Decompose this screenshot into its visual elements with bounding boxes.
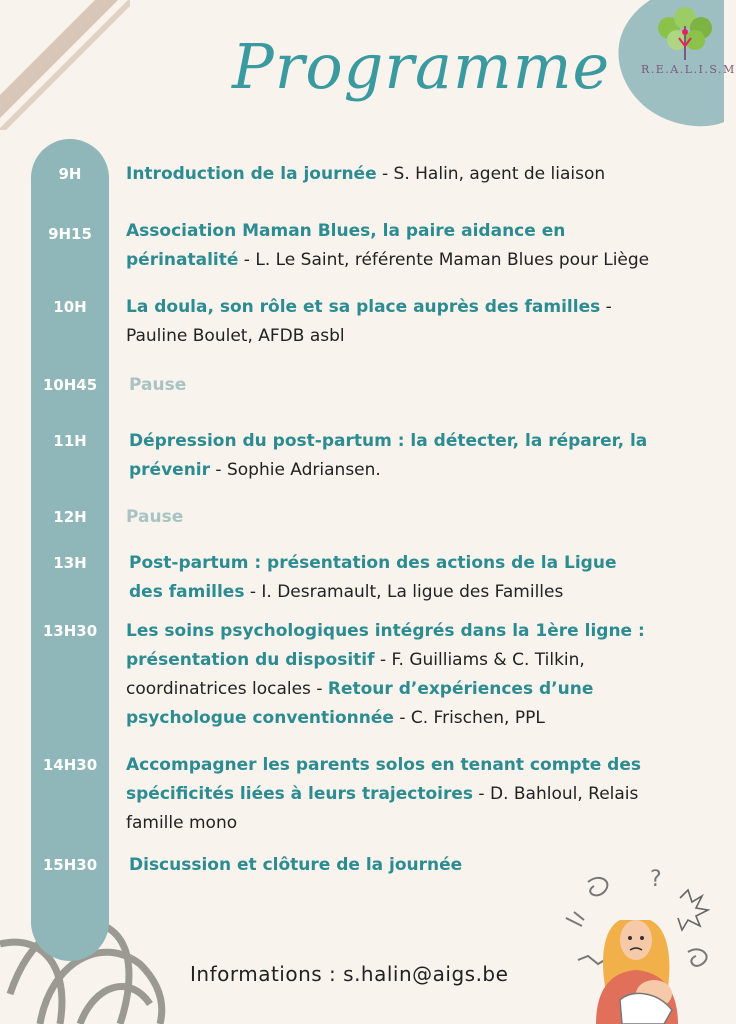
schedule-item bbox=[126, 751, 651, 838]
item-detail: - F. Guilliams & C. Tilkin, coordinatrices locales - bbox=[126, 650, 585, 699]
schedule-item bbox=[129, 549, 619, 607]
time-label: 15H30 bbox=[42, 856, 98, 874]
time-label: 13H bbox=[53, 554, 87, 572]
mother-baby-illustration bbox=[560, 860, 724, 1024]
time-label: 9H15 bbox=[48, 225, 92, 243]
schedule-item bbox=[126, 160, 666, 189]
item-detail: - L. Le Saint, référente Maman Blues pour Liège bbox=[238, 250, 650, 270]
time-label: 10H bbox=[53, 298, 87, 316]
item-title: Post-partum : présentation des actions de la Ligue des familles bbox=[129, 553, 617, 602]
item-title: Accompagner les parents solos en tenant compte des spécificités liées à leurs trajectoires bbox=[126, 755, 641, 804]
schedule-item bbox=[129, 427, 669, 485]
time-label: 10H45 bbox=[42, 376, 98, 394]
pause-label: Pause bbox=[126, 507, 184, 527]
item-title: La doula, son rôle et sa place auprès des familles bbox=[126, 297, 601, 317]
item-detail: - Pauline Boulet, AFDB asbl bbox=[126, 297, 612, 346]
logo-text: R.E.A.L.I.S.M bbox=[641, 63, 736, 76]
item-detail: - D. Bahloul, Relais famille mono bbox=[126, 784, 639, 833]
item-title: Les soins psychologiques intégrés dans la 1ère ligne : présentation du dispositif bbox=[126, 621, 645, 670]
logo-tree-icon bbox=[655, 6, 715, 62]
item-title: Dépression du post-partum : la détecter, la réparer, la prévenir bbox=[129, 431, 648, 480]
schedule-item bbox=[129, 371, 669, 400]
schedule-item bbox=[126, 617, 646, 733]
timeline-bar bbox=[31, 139, 109, 961]
svg-text:?: ? bbox=[650, 867, 662, 892]
page-title: Programme bbox=[232, 30, 611, 103]
time-label: 13H30 bbox=[42, 622, 98, 640]
item-title-secondary: Retour d’expériences d’une psychologue conventionnée bbox=[126, 679, 594, 728]
item-detail-secondary: - C. Frischen, PPL bbox=[393, 708, 545, 728]
schedule-item bbox=[126, 217, 666, 275]
brush-stroke-decoration bbox=[0, 0, 130, 140]
time-label: 12H bbox=[53, 508, 87, 526]
item-detail: - S. Halin, agent de liaison bbox=[376, 164, 606, 184]
item-detail: - Sophie Adriansen. bbox=[210, 460, 381, 480]
pause-label: Pause bbox=[129, 375, 187, 395]
item-title: Discussion et clôture de la journée bbox=[129, 855, 463, 875]
time-label: 11H bbox=[53, 432, 87, 450]
time-label: 14H30 bbox=[42, 756, 98, 774]
item-title: Introduction de la journée bbox=[126, 164, 377, 184]
time-label: 9H bbox=[58, 165, 82, 183]
schedule-item bbox=[126, 503, 666, 532]
contact-info: Informations : s.halin@aigs.be bbox=[190, 962, 509, 986]
item-detail: - I. Desramault, La ligue des Familles bbox=[244, 582, 564, 602]
schedule-item bbox=[126, 293, 666, 351]
item-title: Association Maman Blues, la paire aidance en périnatalité bbox=[126, 221, 566, 270]
